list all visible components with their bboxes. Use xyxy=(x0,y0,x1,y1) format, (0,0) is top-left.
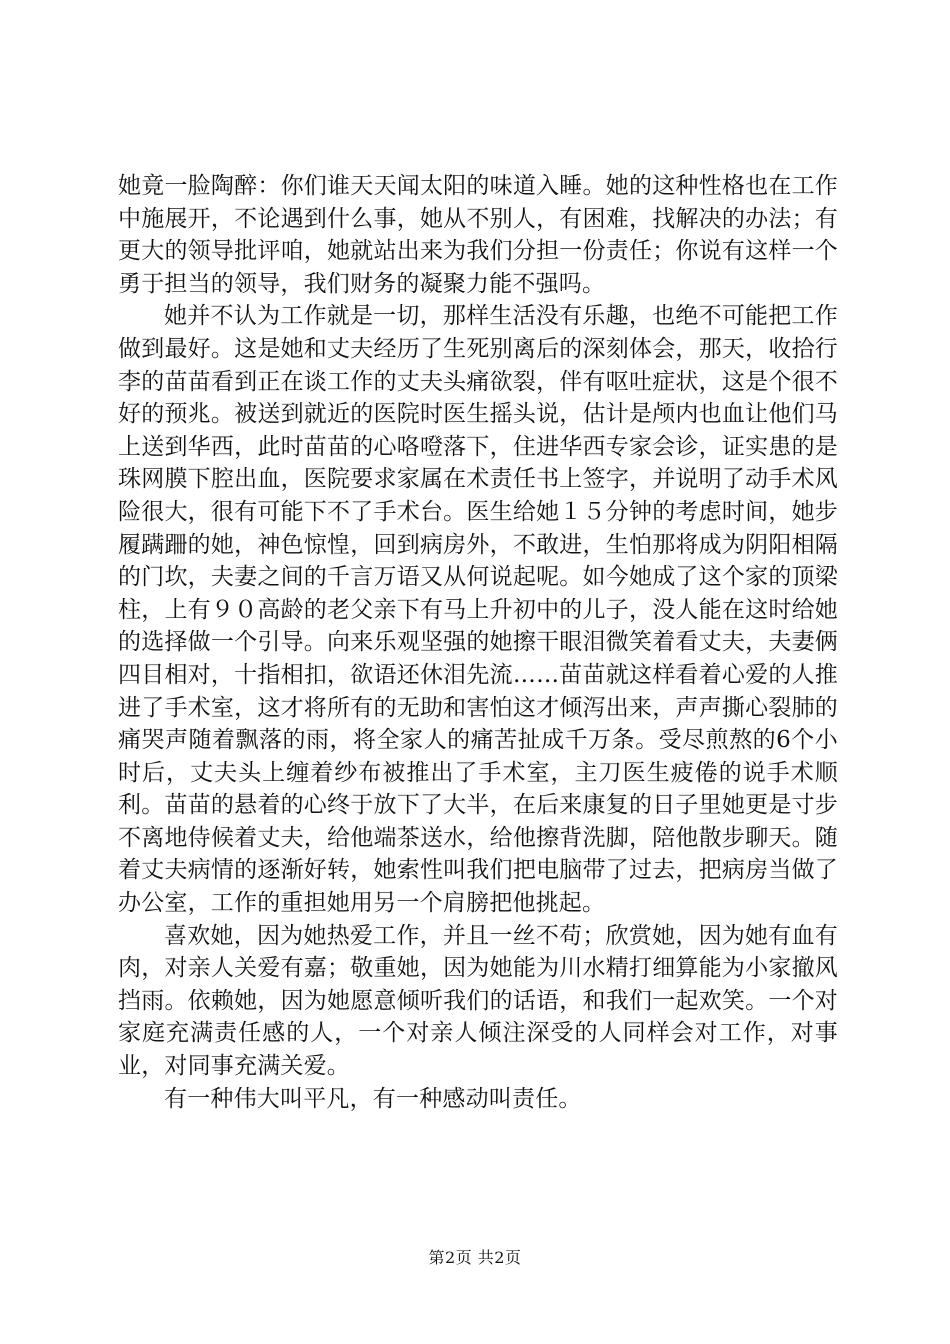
paragraph-3: 喜欢她，因为她热爱工作，并且一丝不苟；欣赏她，因为她有血有肉，对亲人关爱有嘉；敬重她，因为她能为川水精打细算能为小家撤风挡雨。依赖她，因为她愿意倾听我们的话语，和我们一起欢笑。一个对家庭充满责任感的人，一个对亲人倾注深受的人同样会对工作，对事业，对同事充满关爱。 xyxy=(118,922,838,1080)
paragraph-1: 她竟一脸陶醉：你们谁天天闻太阳的味道入睡。她的这种性格也在工作中施展开，不论遇到什么事，她从不别人，有困难，找解决的办法；有更大的领导批评咱，她就站出来为我们分担一份责任；你说有这样一个勇于担当的领导，我们财务的凝聚力能不强吗。 xyxy=(118,173,838,297)
paragraph-4: 有一种伟大叫平凡，有一种感动叫责任。 xyxy=(164,1085,582,1112)
page-number-footer: 第2页 共2页 xyxy=(428,1248,522,1267)
document-body xyxy=(118,170,838,1115)
paragraph-2: 她并不认为工作就是一切，那样生活没有乐趣，也绝不可能把工作做到最好。这是她和丈夫经历了生死别离后的深刻体会，那天，收拾行李的苗苗看到正在谈工作的丈夫头痛欲裂，伴有呕吐症状，这是个很不好的预兆。被送到就近的医院时医生摇头说，估计是颅内也血让他们马上送到华西，此时苗苗的心咯噔落下，住进华西专家会诊，证实患的是珠网膜下腔出血，医院要求家属在术责任书上签字，并说明了动手术风险很大，很有可能下不了手术台。医生给她１５分钟的考虑时间，她步履蹒跚的她，神色惊惶，回到病房外，不敢进，生怕那将成为阴阳相隔的门坎，夫妻之间的千言万语又从何说起呢。如今她成了这个家的顶梁柱，上有９０高龄的老父亲下有马上升初中的儿子，没人能在这时给她的选择做一个引导。向来乐观坚强的她擦干眼泪微笑着看丈夫，夫妻俩四目相对，十指相扣，欲语还休泪先流……苗苗就这样看着心爱的人推进了手术室，这才将所有的无助和害怕这才倾泻出来，声声撕心裂肺的痛哭声随着飘落的雨，将全家人的痛苦扯成千万条。受尽煎熬的6个小时后，丈夫头上缠着纱布被推出了手术室，主刀医生疲倦的说手术顺利。苗苗的悬着的心终于放下了大半，在后来康复的日子里她更是寸步不离地侍候着丈夫，给他端茶送水，给他擦背洗脚，陪他散步聊天。随着丈夫病情的逐渐好转，她索性叫我们把电脑带了过去，把病房当做了办公室，工作的重担她用另一个肩膀把他挑起。 xyxy=(118,303,838,917)
